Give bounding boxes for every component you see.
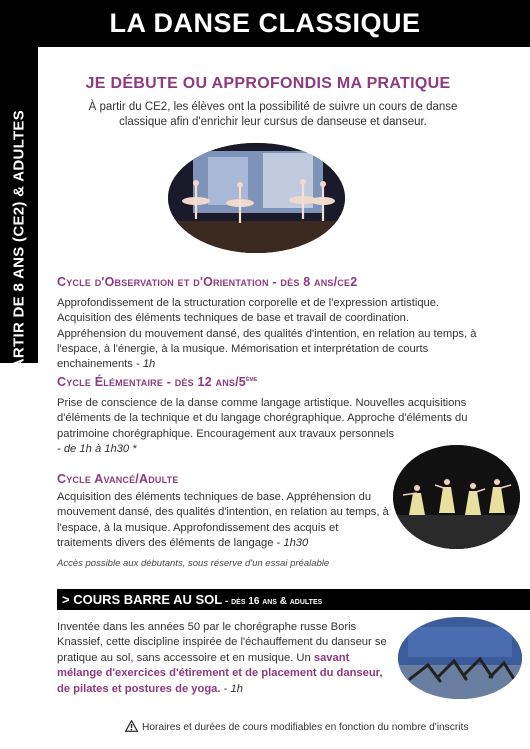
floor-exercise-photo [398,617,522,699]
section-body: Approfondissement de la structuration corporelle et de l'expression artistique. Acquisition des éléments techniques de base et travail de coordination. Appréhension du mouvement dansé, des qualités d'intention, en relation au temps, à l'espace, à l'énergie, à la musique. Mémorisation et interprétation de courts enchainements - [57,297,477,371]
barre-body: Inventée dans les années 50 par le chorégraphe russe Boris Knassief, cette discipline inspirée de l'échauffement du danseur se pratique au sol, sans accessoire et en musique. Un [57,621,387,664]
section-text-elementaire [57,396,477,457]
age-sidebar-label: À PARTIR DE 8 ANS (CE2) & ADULTES [10,109,28,395]
footer-notice [125,720,468,733]
ballet-stage-photo [168,143,345,253]
page-header [0,0,530,47]
barre-duration: 1h [230,682,243,695]
barre-subtitle: - dès 16 ans & adultes [222,596,323,607]
section-text-avance [57,490,390,551]
barre-body-end: - [220,682,231,695]
section-title-observation: Cycle d'Observation et d'Orientation - dès 8 ans/ce2 [57,275,358,289]
section-duration: - de 1h à 1h30 * [57,442,137,455]
section-title-avance: Cycle Avancé/Adulte [57,472,179,486]
section-title-text: Cycle Élémentaire - dès 12 ans/5 [57,375,246,389]
main-title: JE DÉBUTE OU APPROFONDIS MA PRATIQUE [85,75,451,92]
age-sidebar [0,47,38,395]
barre-title: > COURS BARRE AU SOL [62,592,223,607]
barre-text [57,620,393,697]
barre-au-sol-band [57,589,530,610]
section-body: Acquisition des éléments techniques de base. Appréhension du mouvement dansé, des qualités d'intention, en relation au temps, à l'espace, à la musique. Approfondissement des acquis et traitements divers des éléments de langage - [57,491,389,549]
page-title: LA DANSE CLASSIQUE [109,8,421,38]
section-title-sup: ème [245,375,258,383]
access-note: Accès possible aux débutants, sous réserve d'un essai préalable [57,558,330,569]
section-duration: 1h [142,358,156,371]
section-title-elementaire [57,375,257,389]
section-duration: 1h30 [283,536,309,549]
barre-highlight: savant mélange d'exercices d'étirement et de placement du danseur, de pilates et postures de yoga. [57,651,383,695]
intro-text: À partir du CE2, les élèves ont la possibilité de suivre un cours de danse classique afin d'enrichir leur cursus de danseuse et danseur. [88,101,458,128]
ballet-performance-photo [393,445,520,549]
warning-icon [125,720,138,732]
section-text-observation [57,296,477,372]
footer-text: Horaires et durées de cours modifiables en fonction du nombre d'inscrits [142,722,469,733]
section-body: Prise de conscience de la danse comme langage artistique. Nouvelles acquisitions d'éléments de la technique et du langage chorégraphique. Approche d'éléments du patrimoine chorégraphique. Encouragement aux travaux personnels [57,397,468,440]
